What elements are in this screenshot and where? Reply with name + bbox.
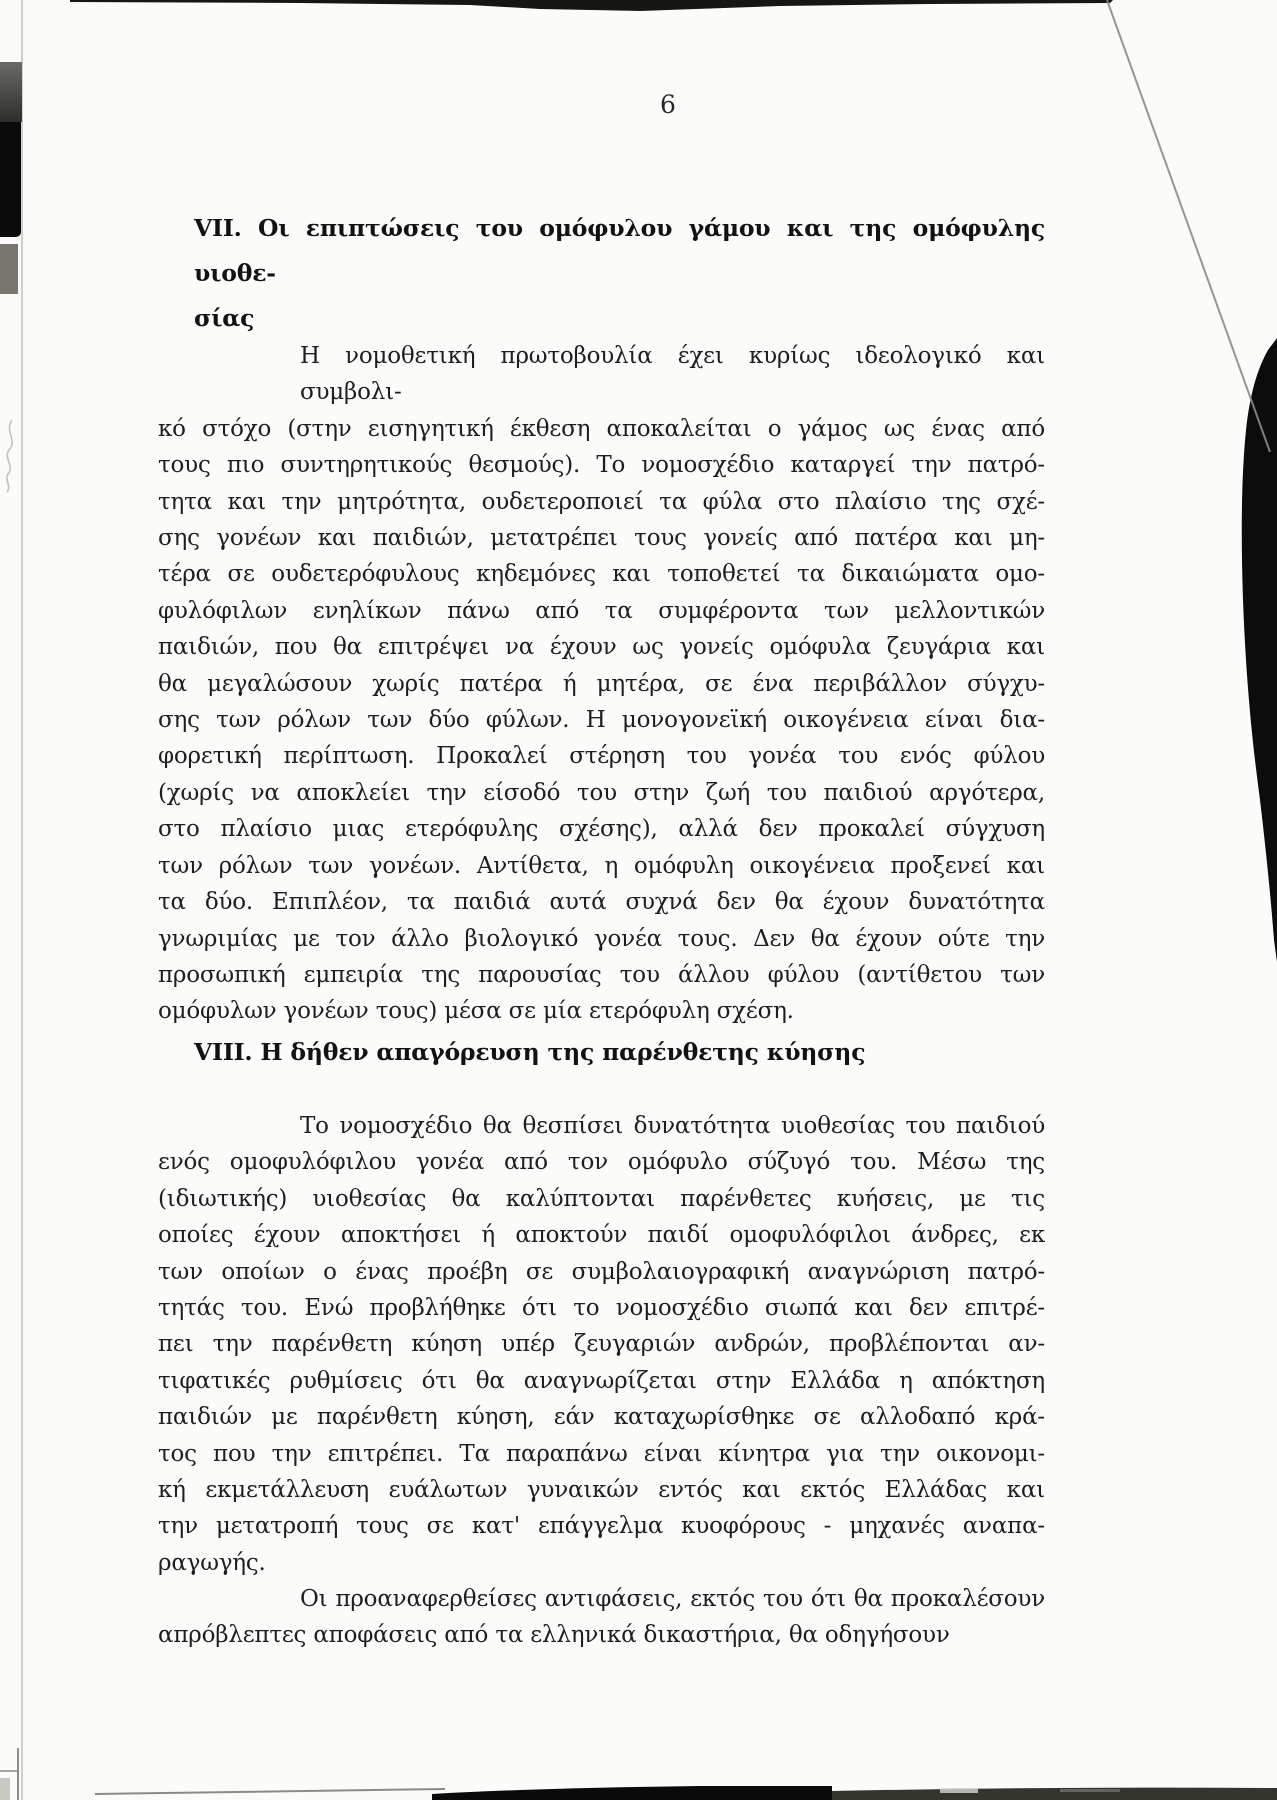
scan-artifact-top-edge <box>70 0 1113 11</box>
heading-line: σίας <box>194 304 255 332</box>
text-line: προσωπική εμπειρία της παρουσίας του άλλου φύλου (αντίθετου των <box>158 961 1045 988</box>
text-line: θα μεγαλώσουν χωρίς πατέρα ή μητέρα, σε ένα περιβάλλον σύγχυ- <box>158 670 1045 697</box>
scan-artifact-diagonal-edge <box>1107 0 1270 452</box>
scan-artifact-bottom-band <box>832 1788 1277 1800</box>
text-line: (χωρίς να αποκλείει την είσοδό του στην ζωή του παιδιού αργότερα, <box>158 779 1045 806</box>
text-line: κό στόχο (στην εισηγητική έκθεση αποκαλείται ο γάμος ως ένας από <box>158 415 1045 442</box>
text-line: τους πιο συντηρητικούς θεσμούς). Το νομοσχέδιο καταργεί την πατρό- <box>158 452 1045 479</box>
text-line: παιδιών με παρένθετη κύηση, εάν καταχωρίσθηκε σε αλλοδαπό κρά- <box>158 1404 1045 1431</box>
heading-line: VII. Οι επιπτώσεις του ομόφυλου γάμου και της ομόφυλης υιοθε- <box>194 214 1045 287</box>
text-line: Το νομοσχέδιο θα θεσπίσει δυνατότητα υιοθεσίας του παιδιού <box>300 1113 1045 1139</box>
text-line: τα δύο. Επιπλέον, τα παιδιά αυτά συχνά δεν θα έχουν δυνατότητα <box>158 889 1045 916</box>
text-line: Οι προαναφερθείσες αντιφάσεις, εκτός του ότι θα προκαλέσουν <box>300 1586 1045 1612</box>
text-line: τητα και την μητρότητα, ουδετεροποιεί τα φύλα στο πλαίσιο της σχέ- <box>158 488 1045 515</box>
text-line: τέρα σε ουδετερόφυλους κηδεμόνες και τοποθετεί τα δικαιώματα ομο- <box>158 561 1045 588</box>
paragraph <box>158 1108 1045 1581</box>
scan-artifact-pencil-scribble <box>7 420 12 492</box>
scan-artifact-right-shadow <box>1242 338 1277 962</box>
scan-artifact-left-blob <box>0 244 18 294</box>
text-line: ραγωγής. <box>158 1549 266 1576</box>
section-heading-viii <box>158 1030 1045 1075</box>
text-line: πει την παρένθετη κύηση υπέρ ζευγαριών ανδρών, προβλέπονται αν- <box>158 1331 1045 1358</box>
text-line: παιδιών, που θα επιτρέψει να έχουν ως γονείς ομόφυλα ζευγάρια και <box>158 634 1045 661</box>
scan-artifact-bottom-wedge <box>432 1786 832 1800</box>
scan-artifact-left-edge-line <box>21 0 23 1800</box>
text-line: ομόφυλων γονέων τους) μέσα σε μία ετερόφυλη σχέση. <box>158 998 794 1025</box>
text-line: απρόβλεπτες αποφάσεις από τα ελληνικά δικαστήρια, θα οδηγήσουν <box>158 1622 950 1649</box>
text-line: κή εκμετάλλευση ευάλωτων γυναικών εντός και εκτός Ελλάδας και <box>158 1477 1045 1504</box>
text-line: φορετική περίπτωση. Προκαλεί στέρηση του γονέα του ενός φύλου <box>158 743 1045 770</box>
scan-artifact-corner-smudge <box>0 1778 10 1800</box>
text-line: σης των ρόλων των δύο φύλων. Η μονογονεϊκή οικογένεια είναι δια- <box>158 707 1045 734</box>
section-heading-vii <box>158 206 1045 341</box>
text-line: ενός ομοφυλόφιλου γονέα από τον ομόφυλο σύζυγό του. Μέσω της <box>158 1149 1045 1176</box>
scan-artifact-left-blob <box>0 122 21 237</box>
text-line: τος που την επιτρέπει. Τα παραπάνω είναι κίνητρα για την οικονομι- <box>158 1440 1045 1467</box>
scan-artifact-bottom-band-streak <box>1060 1789 1120 1792</box>
scan-artifact-corner-mark <box>0 1770 17 1772</box>
text-line: γνωριμίας με τον άλλο βιολογικό γονέα τους. Δεν θα έχουν ούτε την <box>158 925 1045 952</box>
text-line: των ρόλων των γονέων. Αντίθετα, η ομόφυλη οικογένεια προξενεί και <box>158 852 1045 879</box>
page-number: 6 <box>660 90 676 119</box>
text-line: την μετατροπή τους σε κατ' επάγγελμα κυοφόρους - μηχανές αναπα- <box>158 1513 1045 1540</box>
paragraph <box>158 338 1045 1030</box>
text-line: φυλόφιλων ενηλίκων πάνω από τα συμφέροντα των μελλοντικών <box>158 597 1045 624</box>
scan-artifact-bottom-line <box>95 1789 445 1794</box>
text-line: οποίες έχουν αποκτήσει ή αποκτούν παιδί ομοφυλόφιλοι άνδρες, εκ <box>158 1222 1045 1249</box>
scan-artifact-bottom-band-gap <box>940 1788 978 1793</box>
paragraph <box>158 1581 1045 1654</box>
text-line: στο πλαίσιο μιας ετερόφυλης σχέσης), αλλά δεν προκαλεί σύγχυση <box>158 816 1045 843</box>
text-line: τητάς του. Ενώ προβλήθηκε ότι το νομοσχέδιο σιωπά και δεν επιτρέ- <box>158 1295 1045 1322</box>
text-line: των οποίων ο ένας προέβη σε συμβολαιογραφική αναγνώριση πατρό- <box>158 1258 1045 1285</box>
text-line: τιφατικές ρυθμίσεις ότι θα αναγνωρίζεται στην Ελλάδα η απόκτηση <box>158 1367 1045 1394</box>
text-line: (ιδιωτικής) υιοθεσίας θα καλύπτονται παρένθετες κυήσεις, με τις <box>158 1185 1045 1212</box>
scan-artifact-corner-mark <box>17 1748 19 1800</box>
text-line: σης γονέων και παιδιών, μετατρέπει τους γονείς από πατέρα και μη- <box>158 525 1045 552</box>
scan-artifact-left-blob <box>0 62 22 122</box>
heading-line: VIII. Η δήθεν απαγόρευση της παρένθετης κύησης <box>194 1038 866 1066</box>
text-line: Η νομοθετική πρωτοβουλία έχει κυρίως ιδεολογικό και συμβολι- <box>300 343 1045 406</box>
